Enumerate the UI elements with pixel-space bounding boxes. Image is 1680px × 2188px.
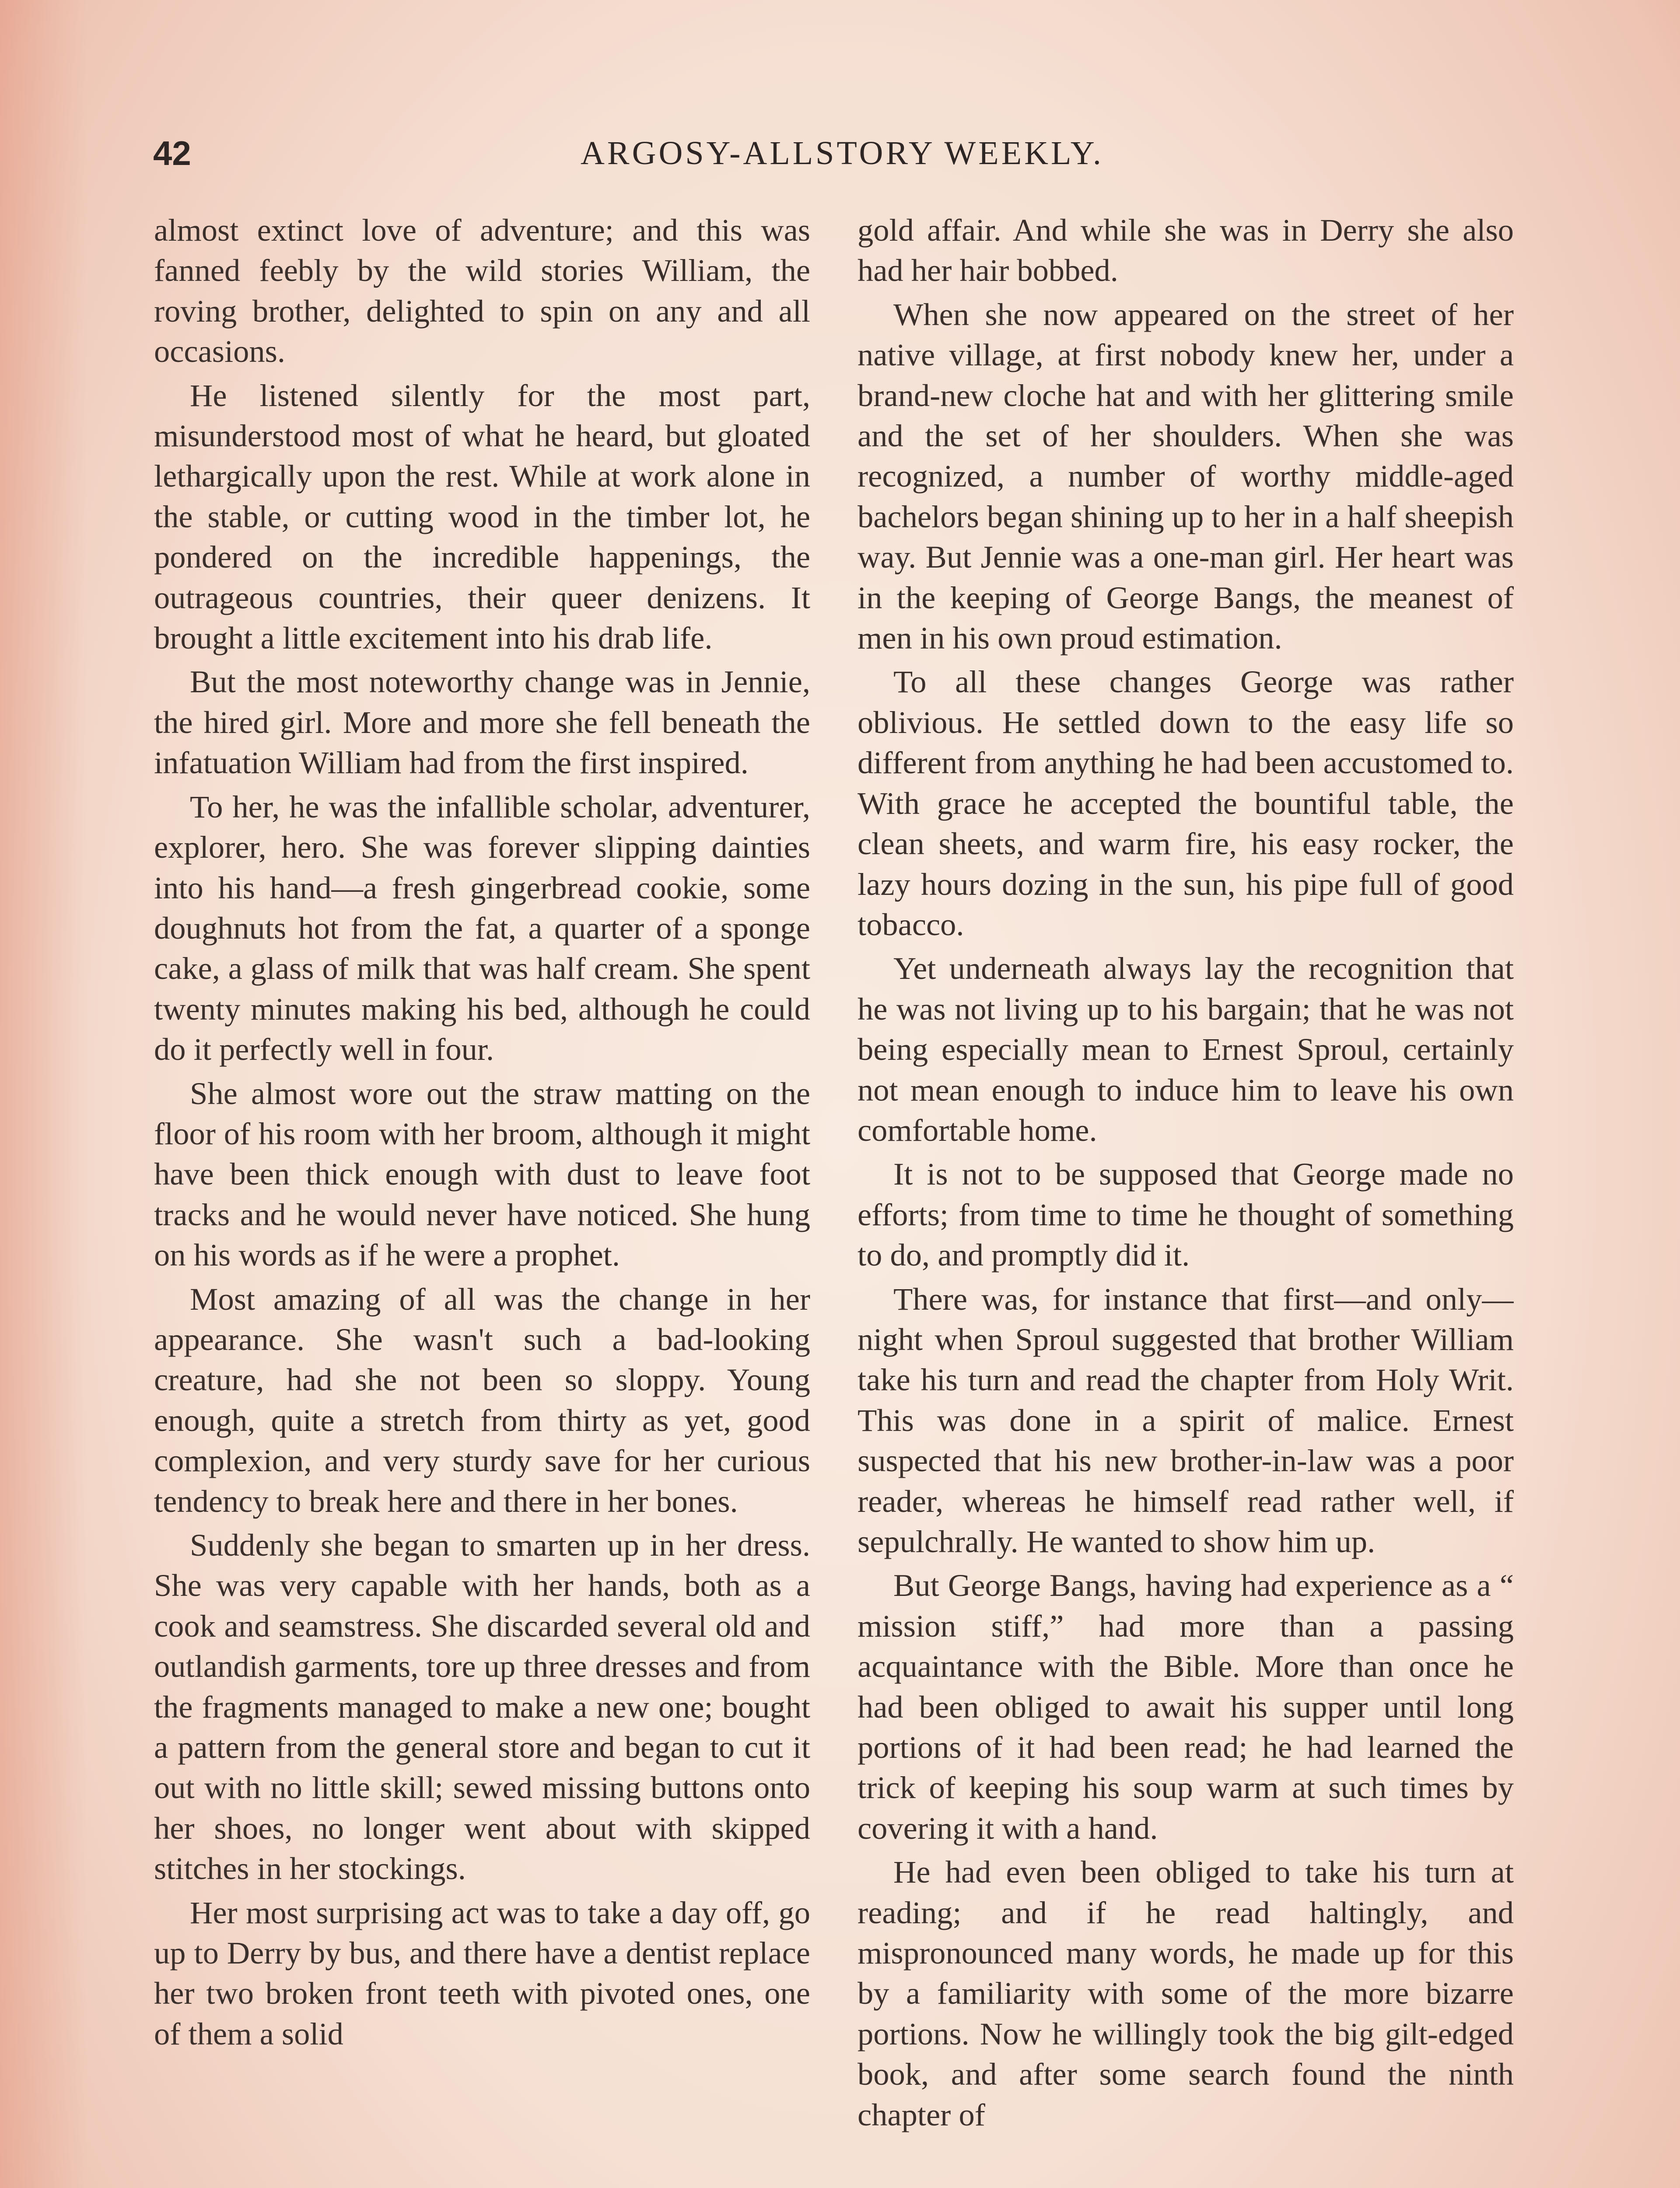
paragraph: But the most noteworthy change was in Jennie, the hired girl. More and more she fell beneath the infatuation William had from the first inspired. (154, 664, 810, 781)
paragraph: He had even been obliged to take his turn at reading; and if he read haltingly, and mispronounced many words, he made up for this by a familiarity with some of the more bizarre portions. Now he willingly took the big gilt-edged book, and after some search found the ninth chapter of (858, 1854, 1514, 2132)
page-header (153, 127, 1531, 179)
right-column (858, 210, 1514, 2188)
left-column (154, 210, 810, 2188)
paragraph: Her most surprising act was to take a day off, go up to Derry by bus, and there have a dentist replace her two broken front teeth with pivoted ones, one of them a solid (154, 1894, 810, 2051)
page-number: 42 (153, 134, 191, 172)
paragraph: gold affair. And while she was in Derry she also had her hair bobbed. (858, 212, 1514, 288)
paragraph: To all these changes George was rather oblivious. He settled down to the easy life so different from anything he had been accustomed to. With grace he accepted the bountiful table, the clean sheets, and warm fire, his easy rocker, the lazy hours dozing in the sun, his pipe full of good tobacco. (858, 664, 1514, 942)
paragraph: almost extinct love of adventure; and this was fanned feebly by the wild stories William, the roving brother, delighted to spin on any and all occasions. (154, 212, 810, 369)
paragraph: When she now appeared on the street of her native village, at first nobody knew her, under a brand-new cloche hat and with her glittering smile and the set of her shoulders. When she was recognized, a number of worthy middle-aged bachelors began shining up to her in a half sheepish way. But Jennie was a one-man girl. Her heart was in the keeping of George Bangs, the meanest of men in his own proud estimation. (858, 296, 1514, 656)
paragraph: To her, he was the infallible scholar, adventurer, explorer, hero. She was forever slipping dainties into his hand—a fresh gingerbread cookie, some doughnuts hot from the fat, a quarter of a sponge cake, a glass of milk that was half cream. She spent twenty minutes making his bed, although he could do it perfectly well in four. (154, 789, 810, 1067)
paragraph: Suddenly she began to smarten up in her dress. She was very capable with her hands, both as a cook and seamstress. She discarded several old and outlandish garments, tore up three dresses and from the fragments managed to make a new one; bought a pattern from the general store and began to cut it out with no little skill; sewed missing buttons onto her shoes, no longer went about with skipped stitches in her stockings. (154, 1527, 810, 1886)
paragraph: Yet underneath always lay the recognition that he was not living up to his bargain; that he was not being especially mean to Ernest Sproul, certainly not mean enough to induce him to leave his own comfortable home. (858, 950, 1514, 1148)
paragraph: She almost wore out the straw matting on the floor of his room with her broom, although it might have been thick enough with dust to leave foot tracks and he would never have noticed. She hung on his words as if he were a prophet. (154, 1075, 810, 1273)
running-title: ARGOSY-ALLSTORY WEEKLY. (581, 135, 1104, 172)
paragraph: It is not to be supposed that George made no efforts; from time to time he thought of something to do, and promptly did it. (858, 1156, 1514, 1273)
paragraph: He listened silently for the most part, misunderstood most of what he heard, but gloated lethargically upon the rest. While at work alone in the stable, or cutting wood in the timber lot, he pondered on the incredible happenings, the outrageous countries, their queer denizens. It brought a little excitement into his drab life. (154, 377, 810, 656)
paragraph: Most amazing of all was the change in her appearance. She wasn't such a bad-looking creature, had she not been so sloppy. Young enough, quite a stretch from thirty as yet, good complexion, and very sturdy save for her curious tendency to break here and there in her bones. (154, 1281, 810, 1519)
paragraph: There was, for instance that first—and only—night when Sproul suggested that brother William take his turn and read the chapter from Holy Writ. This was done in a spirit of malice. Ernest suspected that his new brother-in-law was a poor reader, whereas he himself read rather well, if sepulchrally. He wanted to show him up. (858, 1281, 1514, 1559)
page-edge-shading-left (0, 0, 88, 2188)
paragraph: But George Bangs, having had experience as a “ mission stiff,” had more than a passing acquaintance with the Bible. More than once he had been obliged to await his supper until long portions of it had been read; he had learned the trick of keeping his soup warm at such times by covering it with a hand. (858, 1567, 1514, 1846)
